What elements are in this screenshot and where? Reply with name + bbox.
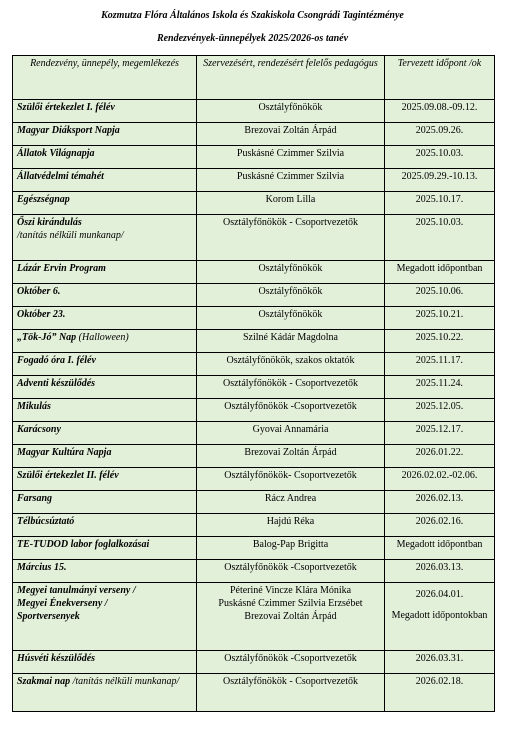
event-cell <box>13 215 197 261</box>
event-cell: Október 6. <box>13 284 197 307</box>
event-cell: Fogadó óra I. félév <box>13 353 197 376</box>
table-row <box>13 674 495 712</box>
table-row <box>13 100 495 123</box>
table-row <box>13 491 495 514</box>
table-row <box>13 560 495 583</box>
responsible-cell: Osztályfőnökök <box>197 261 385 284</box>
event-title: Sportversenyek <box>17 611 80 622</box>
event-cell: Állatok Világnapja <box>13 146 197 169</box>
event-cell: Adventi készülődés <box>13 376 197 399</box>
event-cell <box>13 330 197 353</box>
responsible-cell: Puskásné Czimmer Szilvia <box>197 169 385 192</box>
responsible-cell: Osztályfőnökök, szakos oktatók <box>197 353 385 376</box>
date-cell: 2025.10.21. <box>385 307 495 330</box>
date-cell: 2026.02.16. <box>385 514 495 537</box>
event-cell: Október 23. <box>13 307 197 330</box>
event-cell: Télbúcsúztató <box>13 514 197 537</box>
table-row <box>13 330 495 353</box>
event-title: „Tök-Jó” Nap <box>17 332 77 343</box>
event-title: Őszi kirándulás <box>17 217 82 228</box>
event-cell: Húsvéti készülődés <box>13 651 197 674</box>
document-title: Rendezvények-ünnepélyek 2025/2026-os tanév <box>156 33 349 44</box>
table-row <box>13 123 495 146</box>
table-header-row <box>13 56 495 100</box>
date-cell: 2025.09.08.-09.12. <box>385 100 495 123</box>
table-row <box>13 192 495 215</box>
responsible-name: Péteriné Vincze Klára Mónika <box>229 585 352 596</box>
responsible-cell: Osztályfőnökök - Csoportvezetők <box>197 674 385 712</box>
table-row <box>13 353 495 376</box>
event-cell: Magyar Diáksport Napja <box>13 123 197 146</box>
date-cell: 2025.10.17. <box>385 192 495 215</box>
event-cell: Karácsony <box>13 422 197 445</box>
date-cell: 2025.10.03. <box>385 146 495 169</box>
event-cell: Magyar Kultúra Napja <box>13 445 197 468</box>
event-cell: Állatvédelmi témahét <box>13 169 197 192</box>
responsible-cell: Hajdú Réka <box>197 514 385 537</box>
date-cell: 2025.12.05. <box>385 399 495 422</box>
date-cell: 2025.10.03. <box>385 215 495 261</box>
date-cell: 2025.10.22. <box>385 330 495 353</box>
event-cell: Szülői értekezlet I. félév <box>13 100 197 123</box>
responsible-cell: Osztályfőnökök <box>197 307 385 330</box>
event-note: (Halloween) <box>76 332 129 343</box>
date-value: Megadott időpontokban <box>391 610 488 621</box>
responsible-cell: Puskásné Czimmer Szilvia <box>197 146 385 169</box>
event-cell <box>13 674 197 712</box>
event-cell: Szülői értekezlet II. félév <box>13 468 197 491</box>
table-row <box>13 445 495 468</box>
event-title: Megyei tanulmányi verseny / <box>17 585 136 596</box>
responsible-cell: Brezovai Zoltán Árpád <box>197 123 385 146</box>
date-cell: 2026.01.22. <box>385 445 495 468</box>
responsible-cell <box>197 583 385 651</box>
responsible-cell: Osztályfőnökök -Csoportvezetők <box>197 399 385 422</box>
column-header-event: Rendezvény, ünnepély, megemlékezés <box>13 56 197 100</box>
event-cell: Farsang <box>13 491 197 514</box>
date-cell: 2026.03.31. <box>385 651 495 674</box>
responsible-name: Puskásné Czimmer Szilvia Erzsébet <box>218 598 363 609</box>
responsible-name: Brezovai Zoltán Árpád <box>244 611 337 622</box>
table-row <box>13 284 495 307</box>
date-cell: 2026.03.13. <box>385 560 495 583</box>
date-cell: 2025.09.29.-10.13. <box>385 169 495 192</box>
responsible-cell: Osztályfőnökök - Csoportvezetők <box>197 215 385 261</box>
responsible-cell: Korom Lilla <box>197 192 385 215</box>
column-header-responsible: Szervezésért, rendezésért felelős pedagógus <box>197 56 385 100</box>
date-cell: 2026.02.18. <box>385 674 495 712</box>
responsible-cell: Osztályfőnökök <box>197 284 385 307</box>
table-row <box>13 514 495 537</box>
events-table <box>12 55 495 712</box>
event-cell <box>13 583 197 651</box>
table-row <box>13 307 495 330</box>
date-cell: 2025.11.17. <box>385 353 495 376</box>
event-note: /tanítás nélküli munkanap/ <box>17 230 124 241</box>
responsible-cell: Balog-Pap Brigitta <box>197 537 385 560</box>
table-row <box>13 376 495 399</box>
table-row <box>13 468 495 491</box>
column-header-date: Tervezett időpont /ok <box>385 56 495 100</box>
responsible-cell: Gyovai Annamária <box>197 422 385 445</box>
table-row <box>13 651 495 674</box>
responsible-cell: Brezovai Zoltán Árpád <box>197 445 385 468</box>
date-value: 2026.04.01. <box>415 589 464 600</box>
event-cell: Egészségnap <box>13 192 197 215</box>
date-cell: 2025.12.17. <box>385 422 495 445</box>
table-row <box>13 169 495 192</box>
date-cell: 2025.10.06. <box>385 284 495 307</box>
event-title: Megyei Énekverseny / <box>17 598 108 609</box>
table-row <box>13 261 495 284</box>
table-row <box>13 215 495 261</box>
date-cell: 2026.02.13. <box>385 491 495 514</box>
event-cell: Mikulás <box>13 399 197 422</box>
responsible-cell: Osztályfőnökök -Csoportvezetők <box>197 560 385 583</box>
table-row <box>13 422 495 445</box>
date-cell: 2026.02.02.-02.06. <box>385 468 495 491</box>
event-cell: Lázár Ervin Program <box>13 261 197 284</box>
date-cell: Megadott időpontban <box>385 261 495 284</box>
date-cell: 2025.09.26. <box>385 123 495 146</box>
responsible-cell: Szilné Kádár Magdolna <box>197 330 385 353</box>
responsible-cell: Osztályfőnökök- Csoportvezetők <box>197 468 385 491</box>
date-cell <box>385 583 495 651</box>
responsible-cell: Rácz Andrea <box>197 491 385 514</box>
event-cell: Március 15. <box>13 560 197 583</box>
date-cell: 2025.11.24. <box>385 376 495 399</box>
table-row <box>13 399 495 422</box>
event-title: Szakmai nap <box>17 676 71 687</box>
responsible-cell: Osztályfőnökök -Csoportvezetők <box>197 651 385 674</box>
event-cell: TE-TUDOD labor foglalkozásai <box>13 537 197 560</box>
table-row <box>13 146 495 169</box>
event-note: /tanítás nélküli munkanap/ <box>70 676 180 687</box>
table-row <box>13 583 495 651</box>
responsible-cell: Osztályfőnökök <box>197 100 385 123</box>
responsible-cell: Osztályfőnökök - Csoportvezetők <box>197 376 385 399</box>
school-name: Kozmutza Flóra Általános Iskola és Szakiskola Csongrádi Tagintézménye <box>101 10 404 21</box>
table-row <box>13 537 495 560</box>
date-cell: Megadott időpontban <box>385 537 495 560</box>
